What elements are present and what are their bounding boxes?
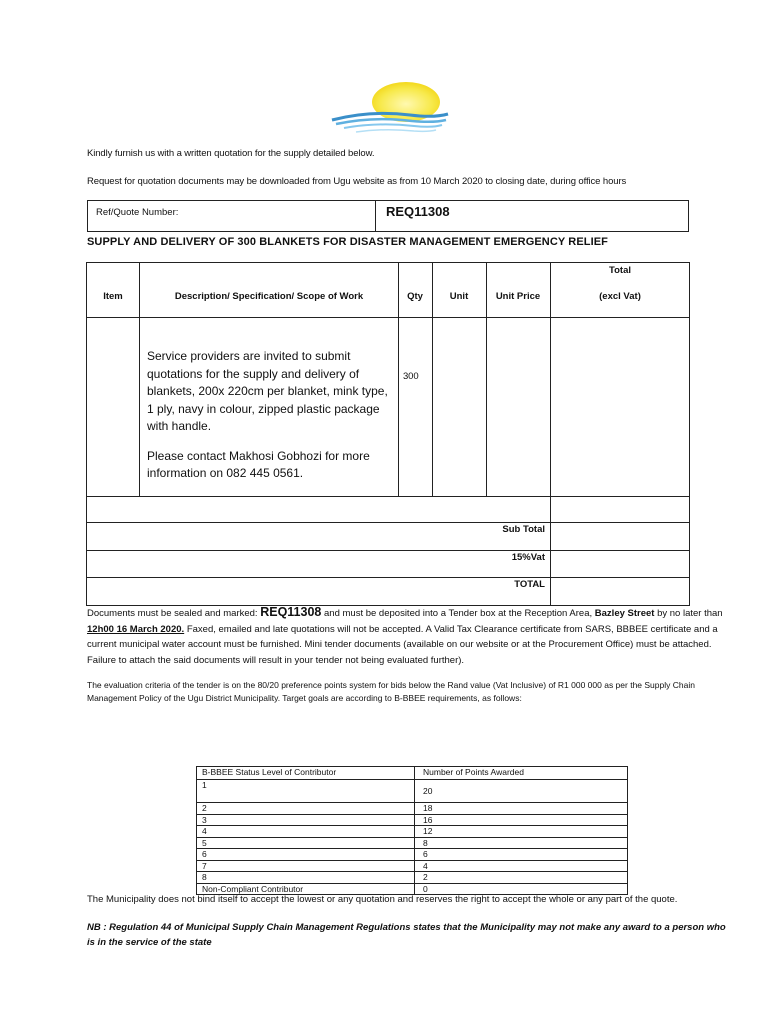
bbbee-level: 4 xyxy=(197,826,415,837)
submission-ref: REQ11308 xyxy=(260,605,322,619)
bbbee-points: 4 xyxy=(423,860,428,871)
row-qty: 300 xyxy=(403,371,419,382)
ref-quote-label: Ref/Quote Number: xyxy=(96,207,179,218)
header-unit: Unit xyxy=(449,291,469,302)
bbbee-level: 7 xyxy=(197,861,415,872)
bbbee-points: 8 xyxy=(423,837,428,848)
bbbee-points: 12 xyxy=(423,826,433,836)
header-total-excl-vat: (excl Vat) xyxy=(599,291,641,302)
header-unit-price: Unit Price xyxy=(495,291,541,302)
bbbee-table xyxy=(196,766,628,895)
bbbee-points: 16 xyxy=(423,814,433,825)
submission-text-3: by no later than xyxy=(654,608,723,619)
bbbee-points: 2 xyxy=(423,872,428,882)
bbbee-row xyxy=(197,838,627,850)
row-description xyxy=(147,348,392,495)
vat-label: 15%Vat xyxy=(511,552,545,563)
ref-quote-value: REQ11308 xyxy=(386,204,450,219)
header-item: Item xyxy=(103,291,123,302)
evaluation-criteria: The evaluation criteria of the tender is on the 80/20 preference points system for bids below the Rand value (Vat Inclusive) of R1 000 000 as per the Supply Chain Management Policy of the Ugu District Municipality. Target goals are according to B-BBEE requirements, as follows: xyxy=(87,680,695,703)
bbbee-points: 20 xyxy=(423,785,433,796)
bbbee-row xyxy=(197,849,627,861)
bbbee-row xyxy=(197,861,627,873)
municipality-logo xyxy=(330,78,450,138)
bbbee-level: 8 xyxy=(197,872,415,883)
description-paragraph: Service providers are invited to submit quotations for the supply and delivery of blankets, 200x 220cm per blanket, mink type, 1 ply, navy in colour, zipped plastic package with handle. xyxy=(147,349,388,433)
submission-text-2: and must be deposited into a Tender box at the Reception Area, xyxy=(321,608,595,619)
ref-quote-box xyxy=(87,200,689,232)
bbbee-level: Non-Compliant Contributor xyxy=(197,884,415,895)
subtotal-label: Sub Total xyxy=(502,524,545,535)
document-title: SUPPLY AND DELIVERY OF 300 BLANKETS FOR DISASTER MANAGEMENT EMERGENCY RELIEF xyxy=(87,236,609,248)
bbbee-points: 18 xyxy=(423,803,433,813)
bbbee-row xyxy=(197,826,627,838)
disclaimer: The Municipality does not bind itself to accept the lowest or any quotation and reserves the right to accept the whole or any part of the quote. xyxy=(87,894,678,905)
bbbee-level: 2 xyxy=(197,803,415,814)
total-label: TOTAL xyxy=(514,579,545,590)
submission-text-1: Documents must be sealed and marked: xyxy=(87,608,261,619)
contact-paragraph: Please contact Makhosi Gobhozi for more information on 082 445 0561. xyxy=(147,448,370,480)
bbbee-row xyxy=(197,872,627,884)
bbbee-level: 6 xyxy=(197,849,415,860)
intro-line-1: Kindly furnish us with a written quotation for the supply detailed below. xyxy=(87,148,375,159)
bbbee-points: 0 xyxy=(423,883,428,894)
submission-street: Bazley Street xyxy=(594,608,655,619)
regulation-note: NB : Regulation 44 of Municipal Supply Chain Management Regulations states that the Municipality may not make any award to a person who is in the service of the state xyxy=(87,922,726,948)
bbbee-level: 3 xyxy=(197,815,415,826)
bbbee-level: 1 xyxy=(197,780,415,802)
bbbee-header-row xyxy=(197,767,627,780)
header-qty: Qty xyxy=(407,291,423,302)
bbbee-row xyxy=(197,780,627,803)
bbbee-level: 5 xyxy=(197,838,415,849)
bbbee-row xyxy=(197,803,627,815)
submission-instructions xyxy=(87,605,727,668)
bbbee-col-points: Number of Points Awarded xyxy=(423,767,524,777)
bbbee-points: 6 xyxy=(423,849,428,859)
bbbee-col-level: B-BBEE Status Level of Contributor xyxy=(197,767,415,779)
header-total: Total xyxy=(609,265,631,276)
intro-line-2: Request for quotation documents may be downloaded from Ugu website as from 10 March 2020 to closing date, during office hours xyxy=(87,176,627,187)
bbbee-row xyxy=(197,815,627,827)
submission-text-4: Faxed, emailed and late quotations will not be accepted. A Valid Tax Clearance certificate from SARS, BBBEE certificate and a current municipal water account must be furnished. Mini tender documents (available on our website or at the Procurement Office) must be attached. Failure to attach the said documents will result in your tender not being evaluated further). xyxy=(87,623,718,666)
header-description: Description/ Specification/ Scope of Work xyxy=(174,291,364,302)
submission-deadline: 12h00 16 March 2020. xyxy=(87,623,185,635)
